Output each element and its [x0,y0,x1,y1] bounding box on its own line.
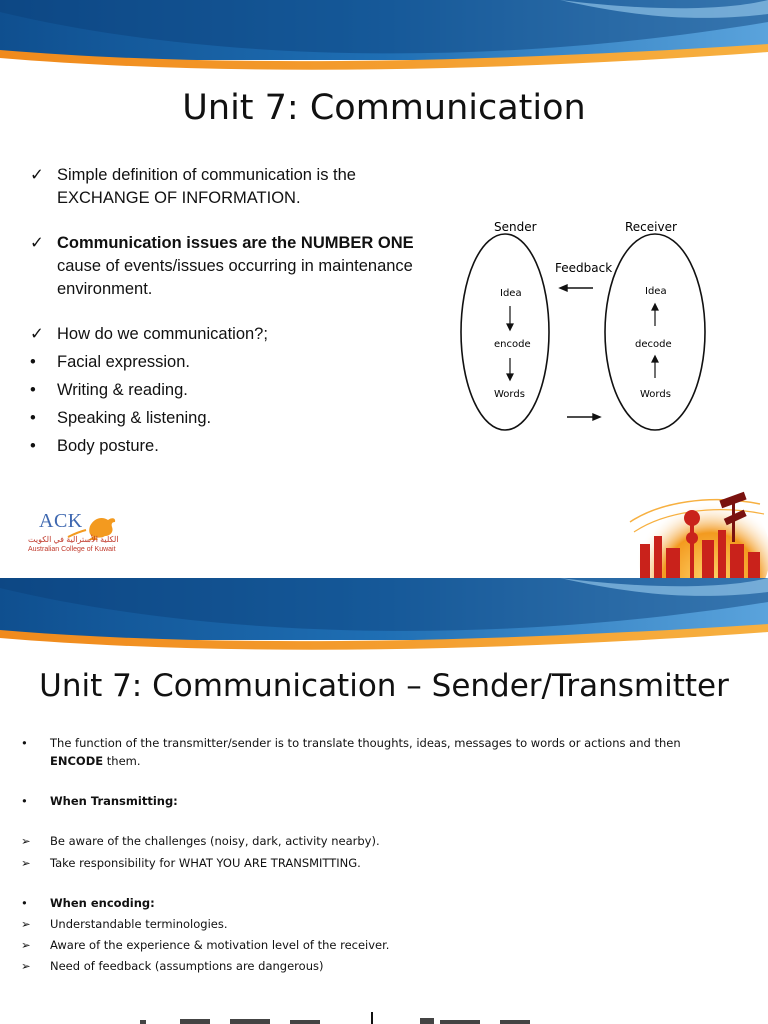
check-mark-icon: ✓ [30,166,44,184]
slide-2-body [20,734,750,975]
sender-idea: Idea [500,288,522,299]
list-item: ✓ How do we communication?; [30,323,430,346]
arrow-bullet-icon: ➢ [21,938,31,952]
when-transmitting-heading: When Transmitting: [50,794,178,808]
list-item: • Speaking & listening. [30,407,430,430]
check-mark-icon: ✓ [30,234,44,252]
list-item: • Writing & reading. [30,379,430,402]
list-item [20,792,750,810]
communication-diagram [455,212,715,442]
sender-words: Words [494,389,525,400]
feedback-arrow-left-icon [560,285,593,291]
slide-1-bullet-list [30,164,430,458]
sender-ellipse [461,234,549,430]
arrow-bullet-icon: ➢ [21,834,31,848]
bullet-icon: • [30,353,36,371]
list-item: • Facial expression. [30,351,430,374]
slide-2 [0,578,768,1024]
ack-logo-arabic: الكلية الأسترالية في الكويت [28,535,119,544]
cut-off-content [0,1010,768,1024]
sender-label: Sender [494,220,537,234]
header-wave-band [0,578,768,666]
receiver-idea: Idea [645,286,667,297]
bullet-icon: • [30,409,36,427]
bullet-icon: • [21,794,28,808]
message-arrow-right-icon [567,414,600,420]
list-item [20,894,750,912]
slide-1-title: Unit 7: Communication [182,88,586,128]
slide-2-title: Unit 7: Communication – Sender/Transmitter [39,668,729,704]
list-item: ➢ Be aware of the challenges (noisy, dark, activity nearby). [21,834,380,848]
list-item: • The function of the transmitter/sender is to translate thoughts, ideas, messages to words or actions and then ENCODE them. [21,736,681,768]
header-wave-band [0,0,768,88]
list-item: ➢ Aware of the experience & motivation level of the receiver. [21,938,390,952]
sender-encode: encode [494,339,531,350]
list-item: ➢ Take responsibility for WHAT YOU ARE TRANSMITTING. [21,856,361,870]
arrow-bullet-icon: ➢ [21,917,31,931]
check-mark-icon: ✓ [30,325,44,343]
list-item: ✓ Communication issues are the NUMBER ONE cause of events/issues occurring in maintenance environment. [30,232,430,301]
receiver-decode: decode [635,339,672,350]
bullet-icon: • [21,736,28,750]
list-item: • Body posture. [30,435,430,458]
arrow-bullet-icon: ➢ [21,959,31,973]
kuwait-skyline-illustration-icon [620,482,768,578]
receiver-words: Words [640,389,671,400]
list-item: ➢ Understandable terminologies. [21,917,228,931]
ack-logo-english: Australian College of Kuwait [28,546,116,553]
bullet-icon: • [30,437,36,455]
receiver-label: Receiver [625,220,677,234]
bullet-icon: • [30,381,36,399]
arrow-bullet-icon: ➢ [21,856,31,870]
when-encoding-heading: When encoding: [50,896,155,910]
list-item: ➢ Need of feedback (assumptions are dangerous) [21,959,324,973]
receiver-ellipse [605,234,705,430]
ack-logo-text: ACK [39,510,83,532]
bullet-icon: • [21,896,28,910]
list-item: ✓ Simple definition of communication is the EXCHANGE OF INFORMATION. [30,164,430,210]
feedback-label: Feedback [555,261,613,275]
